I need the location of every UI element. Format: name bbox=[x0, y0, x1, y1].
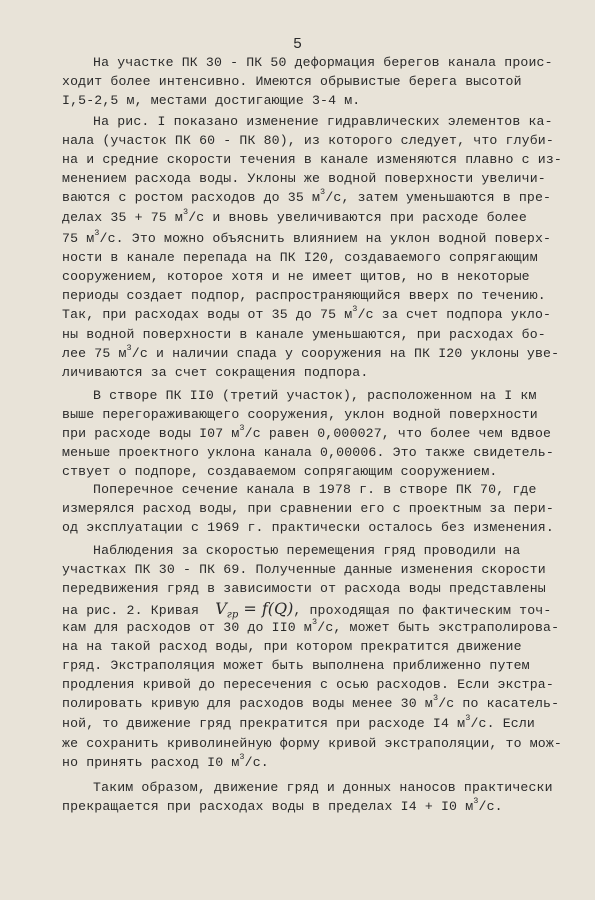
superscript: 3 bbox=[352, 304, 358, 314]
superscript: 3 bbox=[182, 207, 189, 217]
text-line: Таким образом, движение гряд и донных наносов практически bbox=[93, 780, 553, 795]
text-fragment: кам для расходов от 30 до II0 м bbox=[62, 620, 312, 635]
text-line: ны водной поверхности в канале уменьшаются, при расходах бо- bbox=[62, 327, 546, 342]
text-line: В створе ПК II0 (третий участок), расположенном на I км bbox=[93, 388, 537, 403]
text-line: менением расхода воды. Уклоны же водной поверхности увеличи- bbox=[62, 171, 546, 186]
superscript: 3 bbox=[465, 713, 471, 723]
text-fragment: лее 75 м bbox=[62, 346, 127, 361]
text-line: ности в канале перепада на ПК I20, создаваемого сопрягающим bbox=[62, 250, 538, 265]
text-fragment: /с, затем уменьшаются в пре- bbox=[325, 190, 552, 205]
text-fragment: Так, при расходах воды от 35 до 75 м bbox=[62, 307, 353, 322]
superscript: 3 bbox=[239, 752, 245, 762]
text-fragment: /с. bbox=[244, 755, 269, 770]
text-fragment: прекращается при расходах воды в пределах I4 + I0 м bbox=[62, 799, 474, 814]
text-fragment: /с по касатель- bbox=[438, 696, 560, 711]
text-line: выше перегораживающего сооружения, уклон водной поверхности bbox=[62, 407, 538, 422]
text-fragment: ной, то движение гряд прекратится при расходе I4 м bbox=[62, 716, 466, 731]
text-line: личиваются за счет сокращения подпора. bbox=[62, 365, 369, 380]
text-line: На участке ПК 30 - ПК 50 деформация берегов канала проис- bbox=[93, 55, 553, 70]
text-line: участках ПК 30 - ПК 69. Полученные данные изменения скорости bbox=[62, 562, 546, 577]
superscript: 3 bbox=[239, 423, 245, 433]
text-line: ствует о подпоре, создаваемом сопрягающим сооружением. bbox=[62, 464, 498, 479]
text-line: же сохранить криволинейную форму кривой экстраполяции, то мож- bbox=[62, 736, 562, 751]
text-fragment: полировать кривую для расходов воды менее 30 м bbox=[62, 696, 433, 711]
superscript: 3 bbox=[94, 228, 100, 238]
text-line bbox=[62, 796, 503, 815]
formula: V bbox=[215, 599, 227, 618]
text-fragment: /с и вновь увеличиваются при расходе более bbox=[188, 210, 527, 225]
text-line: измерялся расход воды, при сравнении его с проектным за пери- bbox=[62, 501, 554, 516]
text-line bbox=[62, 713, 535, 732]
text-line: периоды создает подпор, распространяющийся вверх по течению. bbox=[62, 288, 546, 303]
text-line bbox=[62, 228, 552, 247]
text-line: на и средние скорости течения в канале изменяются плавно с из- bbox=[62, 152, 562, 167]
text-line bbox=[62, 752, 269, 771]
text-fragment: , проходящая по фактическим точ- bbox=[293, 603, 552, 618]
text-line bbox=[62, 693, 560, 712]
text-fragment: /с. Это можно объяснить влиянием на уклон водной поверх- bbox=[99, 231, 552, 246]
text-fragment: /с за счет подпора укло- bbox=[357, 307, 552, 322]
text-fragment: при расходе воды I07 м bbox=[62, 426, 240, 441]
text-line: на на такой расход воды, при котором прекратится движение bbox=[62, 639, 522, 654]
text-line: сооружением, которое хотя и не имеет щитов, но в некоторые bbox=[62, 269, 530, 284]
superscript: 3 bbox=[473, 796, 479, 806]
text-line bbox=[62, 617, 560, 636]
text-fragment: /с и наличии спада у сооружения на ПК I20 уклоны уве- bbox=[131, 346, 560, 361]
text-line: ходит более интенсивно. Имеются обрывистые берега высотой bbox=[62, 74, 522, 89]
text-line: I,5-2,5 м, местами достигающие 3-4 м. bbox=[62, 93, 361, 108]
text-line bbox=[62, 343, 560, 362]
text-fragment: на рис. 2. Кривая bbox=[62, 603, 216, 618]
text-line: продления кривой до пересечения с осью расходов. Если экстра- bbox=[62, 677, 554, 692]
text-line bbox=[62, 423, 552, 442]
text-line: гряд. Экстраполяция может быть выполнена приближенно путем bbox=[62, 658, 530, 673]
text-line bbox=[62, 304, 552, 323]
text-line: од эксплуатации с 1969 г. практически осталось без изменения. bbox=[62, 520, 554, 535]
page-number: 5 bbox=[292, 36, 302, 53]
text-fragment: /с, может быть экстраполирова- bbox=[317, 620, 560, 635]
text-line: Наблюдения за скоростью перемещения гряд проводили на bbox=[93, 543, 521, 558]
text-line: меньше проектного уклона канала 0,00006. Это также свидетель- bbox=[62, 445, 554, 460]
superscript: 3 bbox=[311, 617, 318, 627]
text-fragment: /с равен 0,000027, что более чем вдвое bbox=[244, 426, 552, 441]
text-line bbox=[62, 207, 527, 226]
text-line bbox=[62, 187, 552, 206]
superscript: 3 bbox=[320, 187, 326, 197]
text-fragment: ваются с ростом расходов до 35 м bbox=[62, 190, 321, 205]
text-fragment: 75 м bbox=[62, 231, 95, 246]
text-line: передвижения гряд в зависимости от расхода воды представлены bbox=[62, 581, 546, 596]
formula: = f(Q) bbox=[238, 599, 294, 618]
formula-subscript: гр bbox=[226, 609, 239, 621]
text-fragment: но принять расход I0 м bbox=[62, 755, 240, 770]
text-line: нала (участок ПК 60 - ПК 80), из которого следует, что глуби- bbox=[62, 133, 554, 148]
superscript: 3 bbox=[432, 693, 439, 703]
text-line: На рис. I показано изменение гидравлических элементов ка- bbox=[93, 114, 553, 129]
superscript: 3 bbox=[126, 343, 132, 353]
text-fragment: /с. Если bbox=[470, 716, 535, 731]
text-line: Поперечное сечение канала в 1978 г. в створе ПК 70, где bbox=[93, 482, 537, 497]
text-fragment: делах 35 + 75 м bbox=[62, 210, 183, 225]
text-fragment: /с. bbox=[478, 799, 503, 814]
